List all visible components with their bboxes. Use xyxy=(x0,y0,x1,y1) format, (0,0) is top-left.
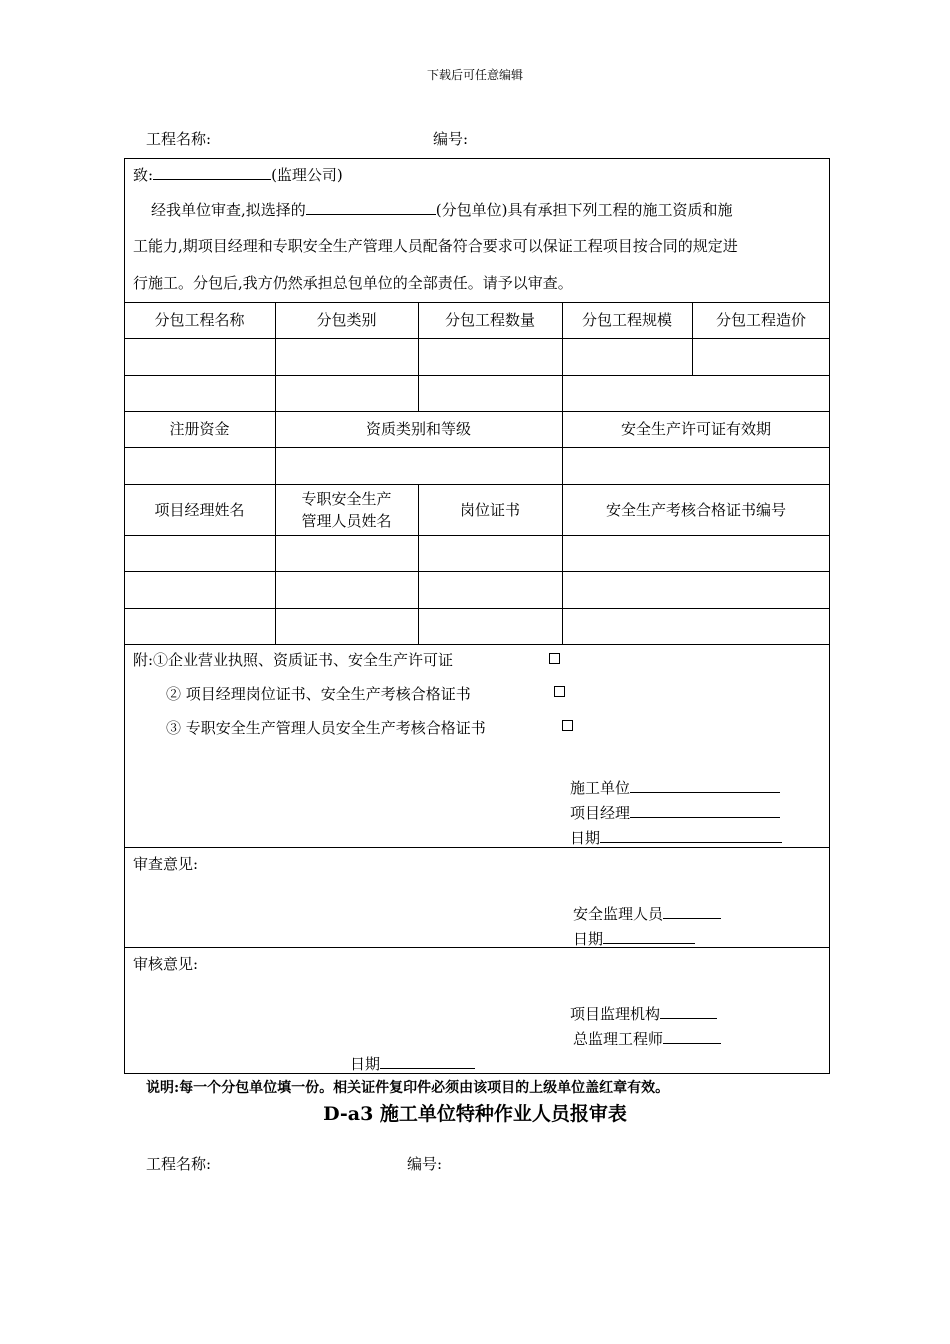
attachment-3: ③ 专职安全生产管理人员安全生产考核合格证书 xyxy=(166,719,486,737)
sign-pm-label: 项目经理 xyxy=(570,804,631,822)
to-label: 致: xyxy=(133,166,154,184)
col-registered-capital: 注册资金 xyxy=(169,420,230,438)
review-date-label: 日期 xyxy=(573,930,604,948)
para-suffix: (分包单位)具有承担下列工程的施工资质和施 xyxy=(435,201,733,219)
form-note: 说明:每一个分包单位填一份。相关证件复印件必须由该项目的上级单位盖红章有效。 xyxy=(146,1080,670,1096)
sign-contractor-line xyxy=(570,776,780,798)
form2-title: D-a3 施工单位特种作业人员报审表 xyxy=(323,1103,627,1125)
attachment-3-checkbox[interactable] xyxy=(562,720,573,731)
audit-chief-label: 总监理工程师 xyxy=(573,1030,664,1048)
sign-pm-line xyxy=(570,801,780,823)
sign-pm-blank[interactable] xyxy=(630,801,780,818)
col-qualification: 资质类别和等级 xyxy=(365,420,471,438)
form2-number-label: 编号: xyxy=(407,1155,443,1173)
col-sub-cost: 分包工程造价 xyxy=(715,311,806,329)
sign-date-blank[interactable] xyxy=(600,826,782,843)
sign-contractor-label: 施工单位 xyxy=(570,779,631,797)
sign-date-line xyxy=(570,826,782,848)
attachment-2-checkbox[interactable] xyxy=(554,686,565,697)
col-safety-license-validity: 安全生产许可证有效期 xyxy=(620,420,771,438)
attachment-1-checkbox[interactable] xyxy=(549,653,560,664)
col-sub-scale: 分包工程规模 xyxy=(581,311,672,329)
audit-label: 审核意见: xyxy=(133,955,199,973)
audit-date-line xyxy=(350,1052,475,1074)
col-pm-name: 项目经理姓名 xyxy=(154,500,245,519)
supervisor-blank[interactable] xyxy=(153,163,271,180)
audit-chief-line xyxy=(573,1027,721,1049)
intro-line-2: 工能力,期项目经理和专职安全生产管理人员配备符合要求可以保证工程项目按合同的规定进 xyxy=(133,237,738,255)
col-sub-project-name: 分包工程名称 xyxy=(154,311,245,329)
review-label: 审查意见: xyxy=(133,855,199,873)
form2-project-name-label: 工程名称: xyxy=(146,1155,212,1173)
col-safety-staff-name: 专职安全生产 管理人员姓名 xyxy=(301,489,392,530)
supervisor-suffix: (监理公司) xyxy=(271,166,343,184)
audit-date-blank[interactable] xyxy=(380,1052,475,1069)
attachment-2: ② 项目经理岗位证书、安全生产考核合格证书 xyxy=(166,685,471,703)
col-sub-category: 分包类别 xyxy=(316,311,377,329)
review-date-line xyxy=(573,927,695,949)
col-safety-cert-number: 安全生产考核合格证书编号 xyxy=(605,500,786,519)
audit-org-blank[interactable] xyxy=(660,1002,717,1019)
project-name-label: 工程名称: xyxy=(146,130,212,148)
col-post-certificate: 岗位证书 xyxy=(459,500,520,519)
para-prefix: 经我单位审查,拟选择的 xyxy=(151,201,306,219)
audit-date-label: 日期 xyxy=(350,1055,381,1073)
sign-contractor-blank[interactable] xyxy=(630,776,780,793)
review-safety-line xyxy=(573,902,721,924)
col-sub-quantity: 分包工程数量 xyxy=(444,311,535,329)
form-frame xyxy=(124,158,830,1074)
audit-org-label: 项目监理机构 xyxy=(570,1005,661,1023)
header-note: 下载后可任意编辑 xyxy=(426,68,523,82)
attachment-1: 附:①企业营业执照、资质证书、安全生产许可证 xyxy=(133,651,454,669)
intro-line-1 xyxy=(151,198,733,220)
review-safety-blank[interactable] xyxy=(663,902,721,919)
number-label: 编号: xyxy=(433,130,469,148)
intro-line-3: 行施工。分包后,我方仍然承担总包单位的全部责任。请予以审查。 xyxy=(133,274,573,292)
audit-chief-blank[interactable] xyxy=(663,1027,721,1044)
sign-date-label: 日期 xyxy=(570,829,601,847)
review-safety-label: 安全监理人员 xyxy=(573,905,664,923)
review-date-blank[interactable] xyxy=(603,927,695,944)
to-line xyxy=(133,163,343,185)
audit-org-line xyxy=(570,1002,717,1024)
subcontractor-blank[interactable] xyxy=(306,198,436,215)
